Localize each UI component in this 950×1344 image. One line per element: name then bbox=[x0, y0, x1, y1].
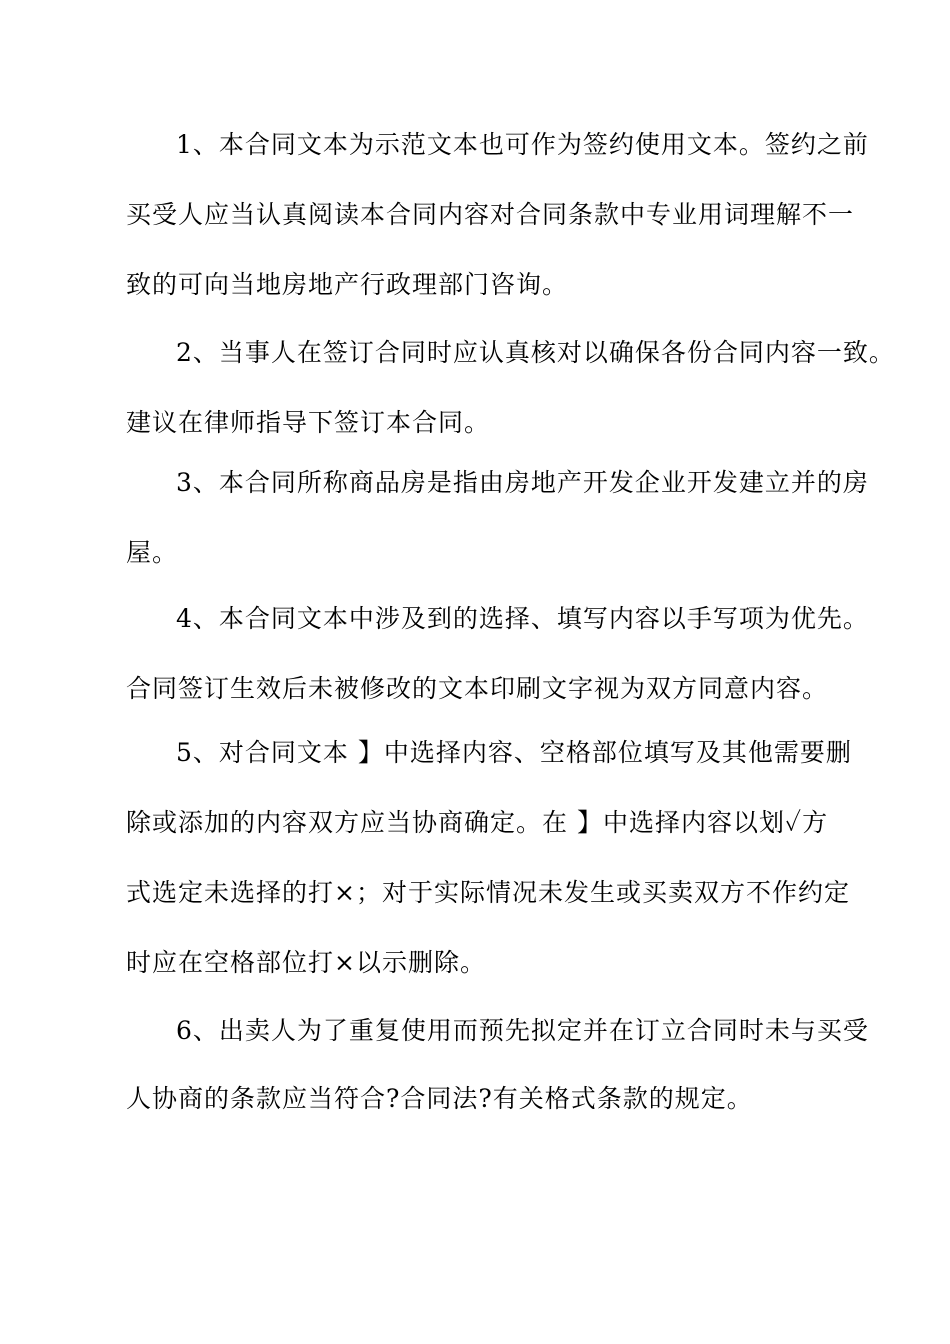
paragraph-3-line-2: 屋。 bbox=[126, 538, 179, 567]
paragraph-6-line-2: 人协商的条款应当符合?合同法?有关格式条款的规定。 bbox=[126, 1084, 753, 1113]
paragraph-2-line-2: 建议在律师指导下签订本合同。 bbox=[126, 408, 491, 437]
paragraph-2-line-1: 2、当事人在签订合同时应认真核对以确保各份合同内容一致。 bbox=[176, 338, 895, 367]
paragraph-4-line-2: 合同签订生效后未被修改的文本印刷文字视为双方同意内容。 bbox=[126, 674, 829, 703]
paragraph-4-line-1: 4、本合同文本中涉及到的选择、填写内容以手写项为优先。 bbox=[176, 604, 869, 633]
paragraph-6-line-1: 6、出卖人为了重复使用而预先拟定并在订立合同时未与买受 bbox=[176, 1016, 869, 1045]
paragraph-5-line-2: 除或添加的内容双方应当协商确定。在 】中选择内容以划✓方 bbox=[126, 808, 829, 837]
paragraph-1-line-3: 致的可向当地房地产行政理部门咨询。 bbox=[126, 270, 569, 299]
paragraph-5-line-3: 式选定未选择的打×；对于实际情况未发生或买卖双方不作约定 bbox=[126, 878, 850, 907]
paragraph-1-line-2: 买受人应当认真阅读本合同内容对合同条款中专业用词理解不一 bbox=[126, 200, 855, 229]
paragraph-5-line-4: 时应在空格部位打×以示删除。 bbox=[126, 948, 486, 977]
paragraph-3-line-1: 3、本合同所称商品房是指由房地产开发企业开发建立并的房 bbox=[176, 468, 869, 497]
paragraph-1-line-1: 1、本合同文本为示范文本也可作为签约使用文本。签约之前 bbox=[176, 130, 869, 159]
paragraph-5-line-1: 5、对合同文本 】中选择内容、空格部位填写及其他需要删 bbox=[176, 738, 852, 767]
